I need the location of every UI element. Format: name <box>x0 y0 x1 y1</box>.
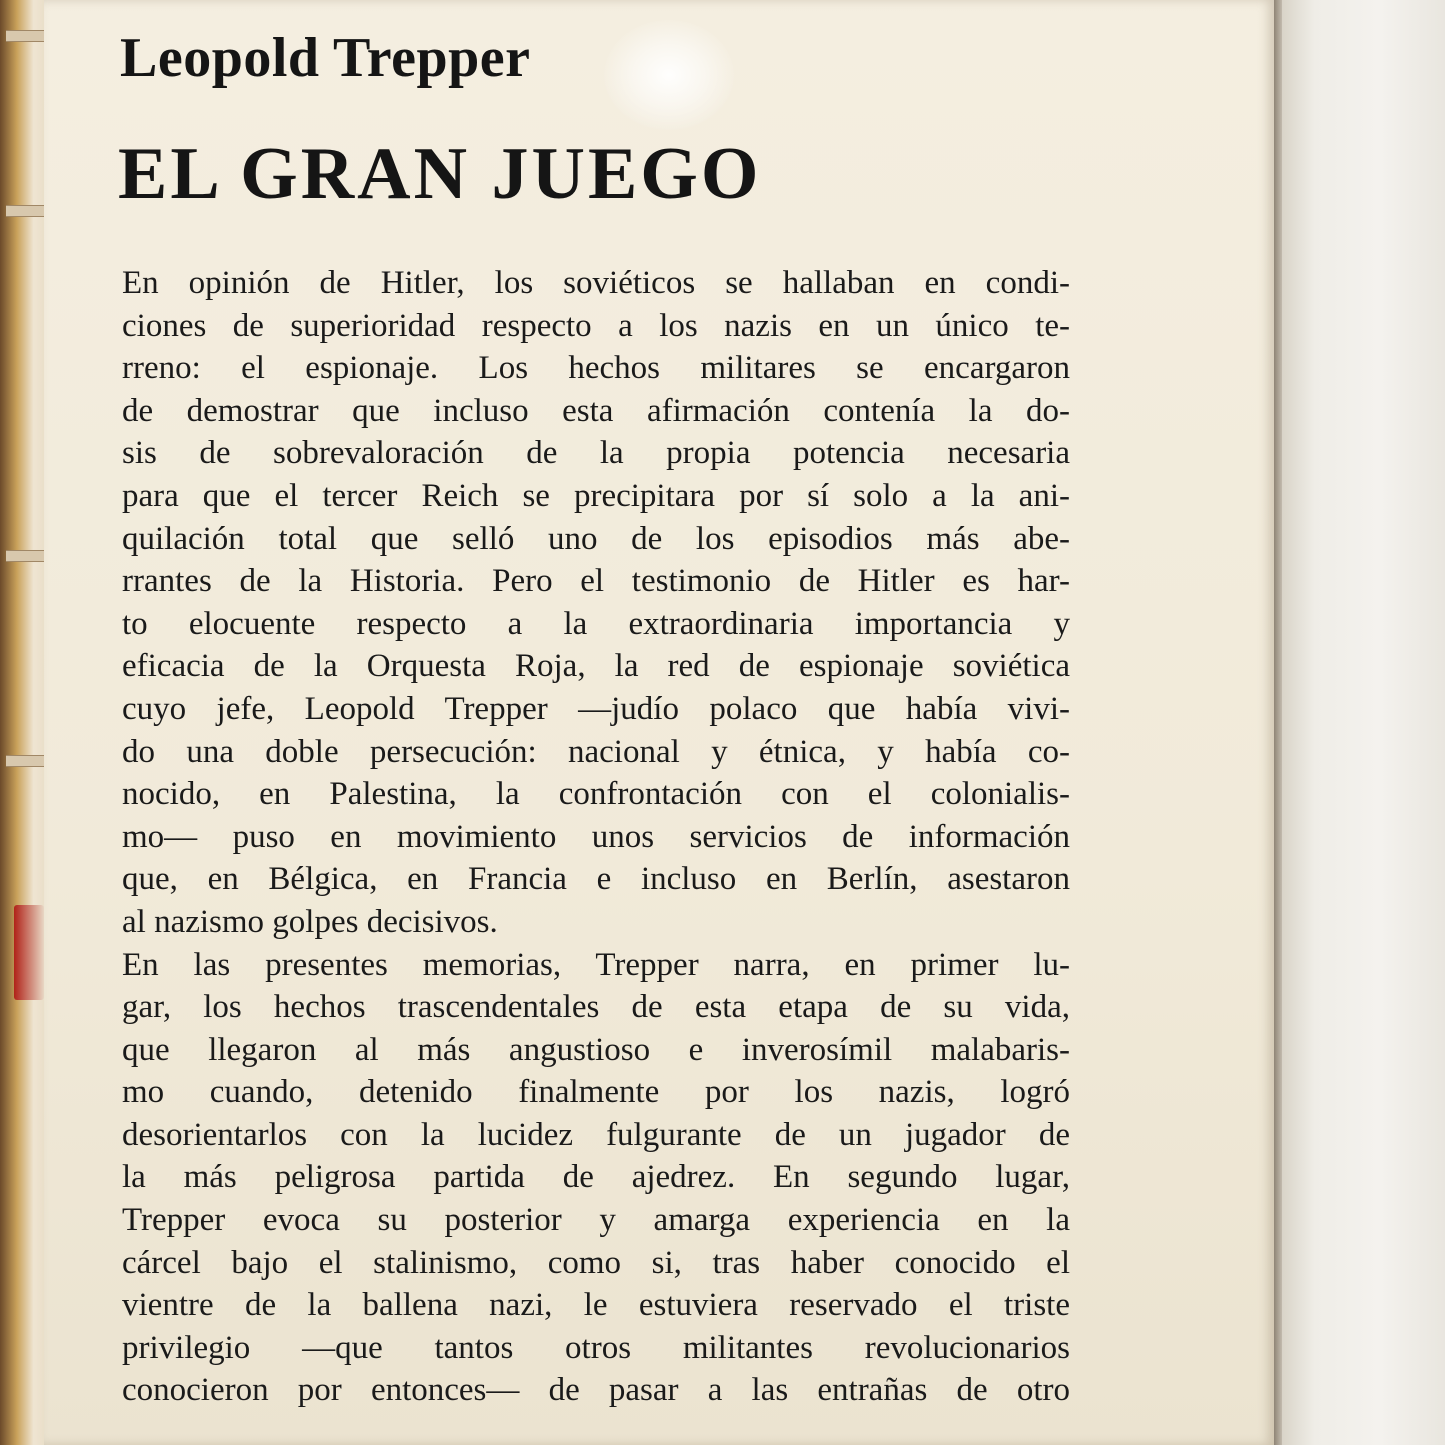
blurb-line: al nazismo golpes decisivos. <box>122 903 498 940</box>
blurb-line: eficacia de la Orquesta Roja, la red de espionaje soviética <box>122 648 1070 685</box>
blurb-line: conocieron por entonces— de pasar a las entrañas de otro <box>122 1372 1070 1409</box>
blurb-line: quilación total que selló uno de los episodios más abe- <box>122 520 1070 557</box>
blurb-line: sis de sobrevaloración de la propia potencia necesaria <box>122 435 1070 472</box>
spine-stitch <box>6 550 44 562</box>
blurb-line: vientre de la ballena nazi, le estuviera reservado el triste <box>122 1287 1070 1324</box>
spine-stitch <box>6 755 44 767</box>
spine-stitch <box>6 205 44 217</box>
author-name: Leopold Trepper <box>120 27 531 89</box>
blurb-line: desorientarlos con la lucidez fulgurante de un jugador de <box>122 1116 1070 1153</box>
blurb-text <box>122 262 1070 1412</box>
blurb-line: mo— puso en movimiento unos servicios de información <box>122 818 1070 855</box>
blurb-line: En opinión de Hitler, los soviéticos se hallaban en condi- <box>122 265 1070 301</box>
spine-stitch <box>6 30 44 42</box>
blurb-line: nocido, en Palestina, la confrontación con el colonialis- <box>122 776 1070 813</box>
blurb-line: cárcel bajo el stalinismo, como si, tras haber conocido el <box>122 1244 1070 1281</box>
blurb-line: do una doble persecución: nacional y étnica, y había co- <box>122 733 1070 770</box>
blurb-line: to elocuente respecto a la extraordinaria importancia y <box>122 605 1070 642</box>
blurb-line: que llegaron al más angustioso e inverosímil malabaris- <box>122 1031 1070 1068</box>
blurb-line: Trepper evoca su posterior y amarga experiencia en la <box>122 1202 1070 1239</box>
blurb-line: cuyo jefe, Leopold Trepper —judío polaco que había vivi- <box>122 690 1070 727</box>
blurb-line: En las presentes memorias, Trepper narra, en primer lu- <box>122 946 1070 983</box>
blurb-line: ciones de superioridad respecto a los nazis en un único te- <box>122 307 1070 344</box>
bookmark-tab <box>14 905 44 1000</box>
book-title: EL GRAN JUEGO <box>118 133 762 215</box>
adjacent-page <box>1282 0 1445 1445</box>
blurb-line: rrantes de la Historia. Pero el testimonio de Hitler es har- <box>122 563 1070 600</box>
blurb-line: gar, los hechos trascendentales de esta etapa de su vida, <box>122 989 1070 1026</box>
blurb-line: que, en Bélgica, en Francia e incluso en Berlín, asestaron <box>122 861 1070 898</box>
blurb-line: mo cuando, detenido finalmente por los nazis, logró <box>122 1074 1070 1111</box>
blurb-line: rreno: el espionaje. Los hechos militares se encargaron <box>122 350 1070 387</box>
light-glare <box>604 20 734 130</box>
blurb-line: de demostrar que incluso esta afirmación contenía la do- <box>122 392 1070 429</box>
blurb-line: para que el tercer Reich se precipitara por sí solo a la ani- <box>122 477 1070 514</box>
blurb-line: privilegio —que tantos otros militantes revolucionarios <box>122 1329 1070 1366</box>
blurb-line: la más peligrosa partida de ajedrez. En segundo lugar, <box>122 1159 1070 1196</box>
